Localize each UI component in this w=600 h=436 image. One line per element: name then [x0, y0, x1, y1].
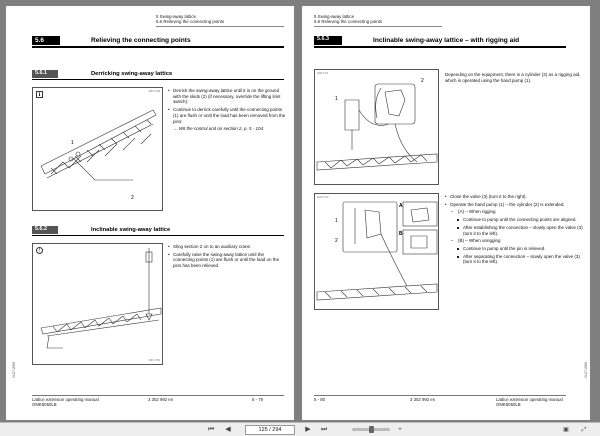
unrigging-step-2: After separating the connection – slowly open the valve (3) (turn it to the left).	[445, 254, 583, 265]
lattice-drawing	[33, 244, 164, 366]
figure-hand-pump	[314, 193, 439, 310]
callout-1: 1	[335, 96, 338, 102]
bullet-continue: • Continue to derrick carefully until the connecting points (1) are flush or until the load has been removed from the pins;	[168, 107, 286, 124]
callout-2: 2	[131, 195, 134, 201]
figure-code: 3M4 1712	[317, 196, 329, 199]
subsection-title: Derricking swing-away lattice	[91, 71, 173, 77]
first-page-icon[interactable]: ⏮	[207, 426, 215, 433]
label-b: B	[399, 231, 403, 237]
label-a: A	[399, 203, 403, 209]
info-icon: ℹ	[36, 91, 43, 98]
subsection-title: Inclinable swing-away lattice	[91, 227, 171, 233]
footer-model: GMK5050LB	[32, 402, 57, 408]
header-section: 5.6 Relieving the connecting points	[156, 19, 225, 25]
callout-1: 1	[335, 218, 338, 224]
footer-manual	[32, 397, 99, 408]
figure-rigging-aid	[314, 69, 439, 185]
rigging-step-2: After establishing the connection – slowly open the valve (3) (turn it to the left).	[445, 225, 583, 236]
step-close-valve: • Close the valve (3) (turn it to the right).	[445, 194, 583, 200]
lattice-drawing	[33, 88, 164, 212]
figure-code: 3M4 1711	[317, 72, 329, 75]
footer-manual-title: Lattice extension operating manual	[496, 397, 563, 402]
footer-rule	[314, 395, 566, 396]
rigging-aid-drawing	[315, 70, 440, 186]
section-number: 5.6	[32, 36, 60, 45]
footer-manual-title: Lattice extension operating manual	[32, 397, 99, 402]
header-section: 5.6 Relieving the connecting points	[314, 19, 383, 25]
callout-2: 2	[421, 78, 424, 84]
bullet-raise: • Carefully raise the swing-away lattice until the connecting points (1) are flush or until the load on the pins has been relieved.	[168, 252, 286, 269]
section-number: 5.6.3	[314, 36, 342, 45]
subsection-number: 5.6.2	[32, 226, 58, 234]
figure-code: 3M4 1750	[148, 359, 160, 362]
figure-code: 3M4 1709	[148, 90, 160, 93]
section-title: Inclinable swing-away lattice – with rigging aid	[373, 37, 520, 44]
callout-1: 1	[71, 140, 74, 146]
next-page-icon[interactable]: ▶	[305, 426, 311, 433]
zoom-handle[interactable]	[369, 426, 374, 433]
footer-manual	[496, 397, 563, 408]
callout-2: 2	[335, 238, 338, 244]
figure-derricking-lattice	[32, 87, 163, 211]
footer-page-number: 5 - 79	[252, 397, 263, 402]
right-page	[302, 6, 590, 420]
subsection-number: 5.6.1	[32, 70, 58, 78]
page-header	[314, 14, 382, 25]
fit-page-icon[interactable]: ▣	[563, 427, 569, 433]
footer-rule	[32, 395, 284, 396]
intro-text: Depending on the equipment, there is a cylinder (2) as a rigging aid, which is operated using the hand pump (1).	[445, 72, 581, 83]
rigging-step-1: Continue to pump until the connecting points are aligned.	[445, 217, 583, 223]
section-rule	[314, 46, 566, 48]
footer-page-number: 5 - 80	[314, 397, 325, 402]
prev-page-icon[interactable]: ◀	[225, 426, 231, 433]
case-rigging: – (A) – When rigging	[445, 209, 583, 215]
subsection-rule	[32, 235, 284, 236]
warning-icon: !	[36, 247, 43, 254]
header-chapter: 5 Swing-away lattice	[156, 14, 197, 19]
fullscreen-icon[interactable]: ⤢	[581, 427, 587, 433]
footer-doc-number: 3 302 992 en	[410, 397, 436, 402]
left-page	[6, 6, 294, 420]
page-header	[156, 14, 224, 25]
zoom-slider[interactable]	[352, 428, 390, 431]
step-operate-pump: • Operate the hand pump (1) – the cylinder (2) is extended.	[445, 202, 583, 208]
figure-inclinable-lattice	[32, 243, 163, 365]
side-date-code: 24.07.2008	[584, 362, 588, 378]
section-title: Relieving the connecting points	[91, 37, 191, 44]
instructions-inclinable	[168, 244, 286, 271]
header-rule	[314, 26, 442, 27]
side-date-code: 24.07.2008	[12, 362, 16, 378]
unrigging-step-1: Continue to pump until the pin is relieved.	[445, 246, 583, 252]
hand-pump-drawing	[315, 194, 440, 311]
subsection-rule	[32, 79, 284, 80]
page-indicator-input[interactable]: 125 / 294	[245, 425, 295, 435]
viewer-toolbar	[0, 422, 600, 436]
footer-model: GMK5050LB	[496, 402, 521, 408]
zoom-in-icon[interactable]: +	[398, 427, 402, 433]
instructions-derricking	[168, 88, 286, 132]
instructions-hand-pump	[445, 194, 583, 267]
cross-reference[interactable]: → Wit the control unit on section 2, p. 5 - 104.	[173, 126, 265, 132]
section-rule	[32, 46, 284, 48]
header-rule	[156, 26, 284, 27]
bullet-sling: • Sling section 2 on to an auxiliary crane.	[168, 244, 286, 250]
footer-doc-number: 3 302 992 en	[148, 397, 174, 402]
last-page-icon[interactable]: ⏭	[320, 426, 328, 433]
case-unrigging: – (B) – When unrigging	[445, 238, 583, 244]
header-chapter: 5 Swing-away lattice	[314, 14, 355, 19]
bullet-derrick: • Derrick the swing-away lattice until it is on the ground with the skids (2) (if necessary, override the lifting limit switch).	[168, 88, 286, 105]
